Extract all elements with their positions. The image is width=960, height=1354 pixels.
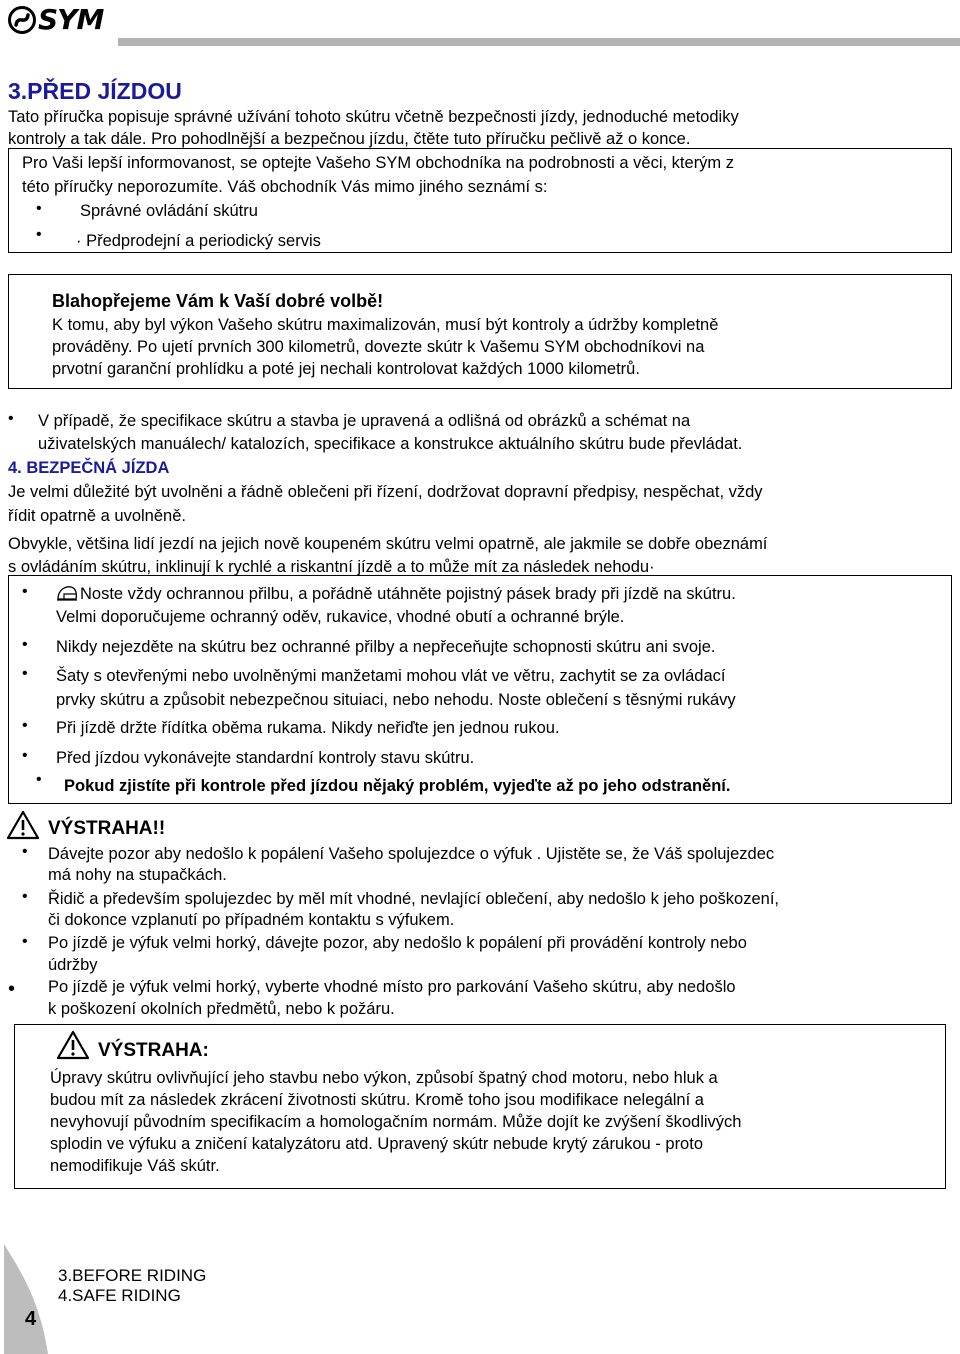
bullet-icon: • [22, 888, 28, 905]
bullet-icon: • [36, 771, 42, 788]
page-tab [0, 1240, 50, 1354]
safety-item-6: Pokud zjistíte při kontrole před jízdou nějaký problém, vyjeďte až po jeho odstranění. [64, 777, 731, 795]
bullet-icon: • [8, 410, 14, 427]
dealer-bullet-2: · Předprodejní a periodický servis [76, 232, 321, 250]
spec-note-line-2: uživatelských manuálech/ katalozích, specifikace a konstrukce aktuálního skútru bude převládat. [38, 435, 743, 453]
footer-line-1: 3.BEFORE RIDING [58, 1266, 207, 1285]
dealer-info-line-2: této příručky neporozumíte. Váš obchodník Vás mimo jiného seznámí s: [22, 178, 548, 196]
section-4-title: 4. BEZPEČNÁ JÍZDA [8, 459, 170, 477]
warning-1-title: VÝSTRAHA!! [48, 818, 166, 839]
section-4-para1-line-1: Je velmi důležité být uvolněni a řádně oblečeni při řízení, dodržovat dopravní předpisy, nespěchat, vždy [8, 483, 763, 501]
congrats-heading: Blahopřejeme Vám k Vaší dobré volbě! [52, 291, 384, 311]
safety-item-1-line-2: Velmi doporučujeme ochranný oděv, rukavice, vhodné obutí a ochranné brýle. [56, 608, 625, 626]
congrats-line-2: prováděny. Po ujetí prvních 300 kilometrů, dovezte skútr k Vašemu SYM obchodníkovi na [52, 338, 705, 356]
bullet-icon: • [22, 843, 28, 860]
warning-2-line-4: splodin ve výfuku a zničení katalyzátoru atd. Upravený skútr nebude krytý zárukou - proto [50, 1135, 703, 1153]
warning-triangle-icon [56, 1030, 90, 1060]
warning-2-line-3: nevyhovují původním specifikacím a homologačním normám. Může dojít ke zvýšení škodlivých [50, 1113, 742, 1131]
dealer-info-line-1: Pro Vaši lepší informovanost, se optejte Vašeho SYM obchodníka na podrobnosti a věci, kterým z [22, 154, 735, 172]
warning-2-title: VÝSTRAHA: [98, 1040, 209, 1061]
safety-item-2: Nikdy nejezděte na skútru bez ochranné přilby a nepřeceňujte schopnosti skútru ani svoje. [56, 638, 716, 656]
bullet-icon: • [22, 717, 28, 734]
section-4-para2-line-2: s ovládáním skútru, inklinují k rychlé a riskantní jízdě a to může mít za následek nehodu· [8, 558, 655, 576]
bullet-icon: • [22, 636, 28, 653]
safety-item-1-line-1: Noste vždy ochrannou přilbu, a pořádně utáhněte pojistný pásek brady při jízdě na skútru. [80, 585, 736, 603]
dealer-bullet-1: Správné ovládání skútru [80, 202, 258, 220]
warning-1-item-4-line-1: Po jízdě je výfuk velmi horký, vyberte vhodné místo pro parkování Vašeho skútru, aby nedošlo [48, 978, 736, 996]
warning-1-item-4-line-2: k poškození okolních předmětů, nebo k požáru. [48, 1000, 395, 1018]
warning-2-line-1: Úpravy skútru ovlivňující jeho stavbu nebo výkon, způsobí špatný chod motoru, nebo hluk a [50, 1069, 718, 1087]
sym-logo [8, 4, 118, 36]
bullet-icon: • [36, 226, 42, 243]
congrats-line-1: K tomu, aby byl výkon Vašeho skútru maximalizován, musí být kontroly a údržby kompletně [52, 316, 719, 334]
section-3-intro-line-2: kontroly a tak dále. Pro pohodlnější a bezpečnou jízdu, čtěte tuto příručku pečlivě až o konce. [8, 130, 691, 148]
warning-1-item-3-line-1: Po jízdě je výfuk velmi horký, dávejte pozor, aby nedošlo k popálení při provádění kontroly nebo [48, 934, 747, 952]
bullet-icon: • [8, 978, 16, 1000]
congrats-line-3: prvotní garanční prohlídku a poté jej nechali kontrolovat každých 1000 kilometrů. [52, 360, 640, 378]
warning-triangle-icon [6, 810, 40, 840]
header-bar [118, 38, 960, 46]
section-3-intro-line-1: Tato příručka popisuje správné užívání tohoto skútru včetně bezpečnosti jízdy, jednoduché metodiky [8, 108, 739, 126]
warning-2-line-2: budou mít za následek zkrácení životnosti skútru. Kromě toho jsou modifikace nelegální a [50, 1091, 704, 1109]
warning-1-item-1-line-2: má nohy na stupačkách. [48, 866, 227, 884]
bullet-icon: • [22, 665, 28, 682]
bullet-icon: • [22, 933, 28, 950]
bullet-icon: • [22, 747, 28, 764]
safety-item-5: Před jízdou vykonávejte standardní kontroly stavu skútru. [56, 749, 475, 767]
warning-2-line-5: nemodifikuje Váš skútr. [50, 1157, 220, 1175]
section-3-title: 3.PŘED JÍZDOU [8, 78, 182, 104]
page-number: 4 [25, 1308, 37, 1330]
warning-1-item-1-line-1: Dávejte pozor aby nedošlo k popálení Vašeho spolujezdce o výfuk . Ujistěte se, že Váš spolujezdec [48, 845, 775, 863]
sym-logo-icon [8, 6, 36, 34]
sym-logo-text: SYM [38, 3, 104, 36]
helmet-icon [56, 585, 78, 603]
safety-item-3-line-2: prvky skútru a způsobit nebezpečnou situiaci, nebo nehodu. Noste oblečení s těsnými rukávy [56, 691, 736, 709]
warning-1-item-2-line-2: či dokonce vzplanutí po případném kontaktu s výfukem. [48, 911, 455, 929]
bullet-icon: • [22, 583, 28, 600]
section-4-para1-line-2: řídit opatrně a uvolněně. [8, 507, 186, 525]
safety-item-3-line-1: Šaty s otevřenými nebo uvolněnými manžetami mohou vlát ve větru, zachytit se za ovládací [56, 667, 726, 685]
section-4-para2-line-1: Obvykle, většina lidí jezdí na jejich nově koupeném skútru velmi opatrně, ale jakmile se dobře obeznámí [8, 535, 768, 553]
spec-note-line-1: V případě, že specifikace skútru a stavba je upravená a odlišná od obrázků a schémat na [38, 412, 691, 430]
warning-1-item-3-line-2: údržby [48, 956, 98, 974]
footer-line-2: 4.SAFE RIDING [58, 1286, 181, 1305]
safety-item-4: Při jízdě držte řídítka oběma rukama. Nikdy neřiďte jen jednou rukou. [56, 719, 560, 737]
warning-1-item-2-line-1: Řidič a především spolujezdec by měl mít vhodné, nevlající oblečení, aby nedošlo k jeho poškození, [48, 890, 779, 908]
bullet-icon: • [36, 200, 42, 217]
